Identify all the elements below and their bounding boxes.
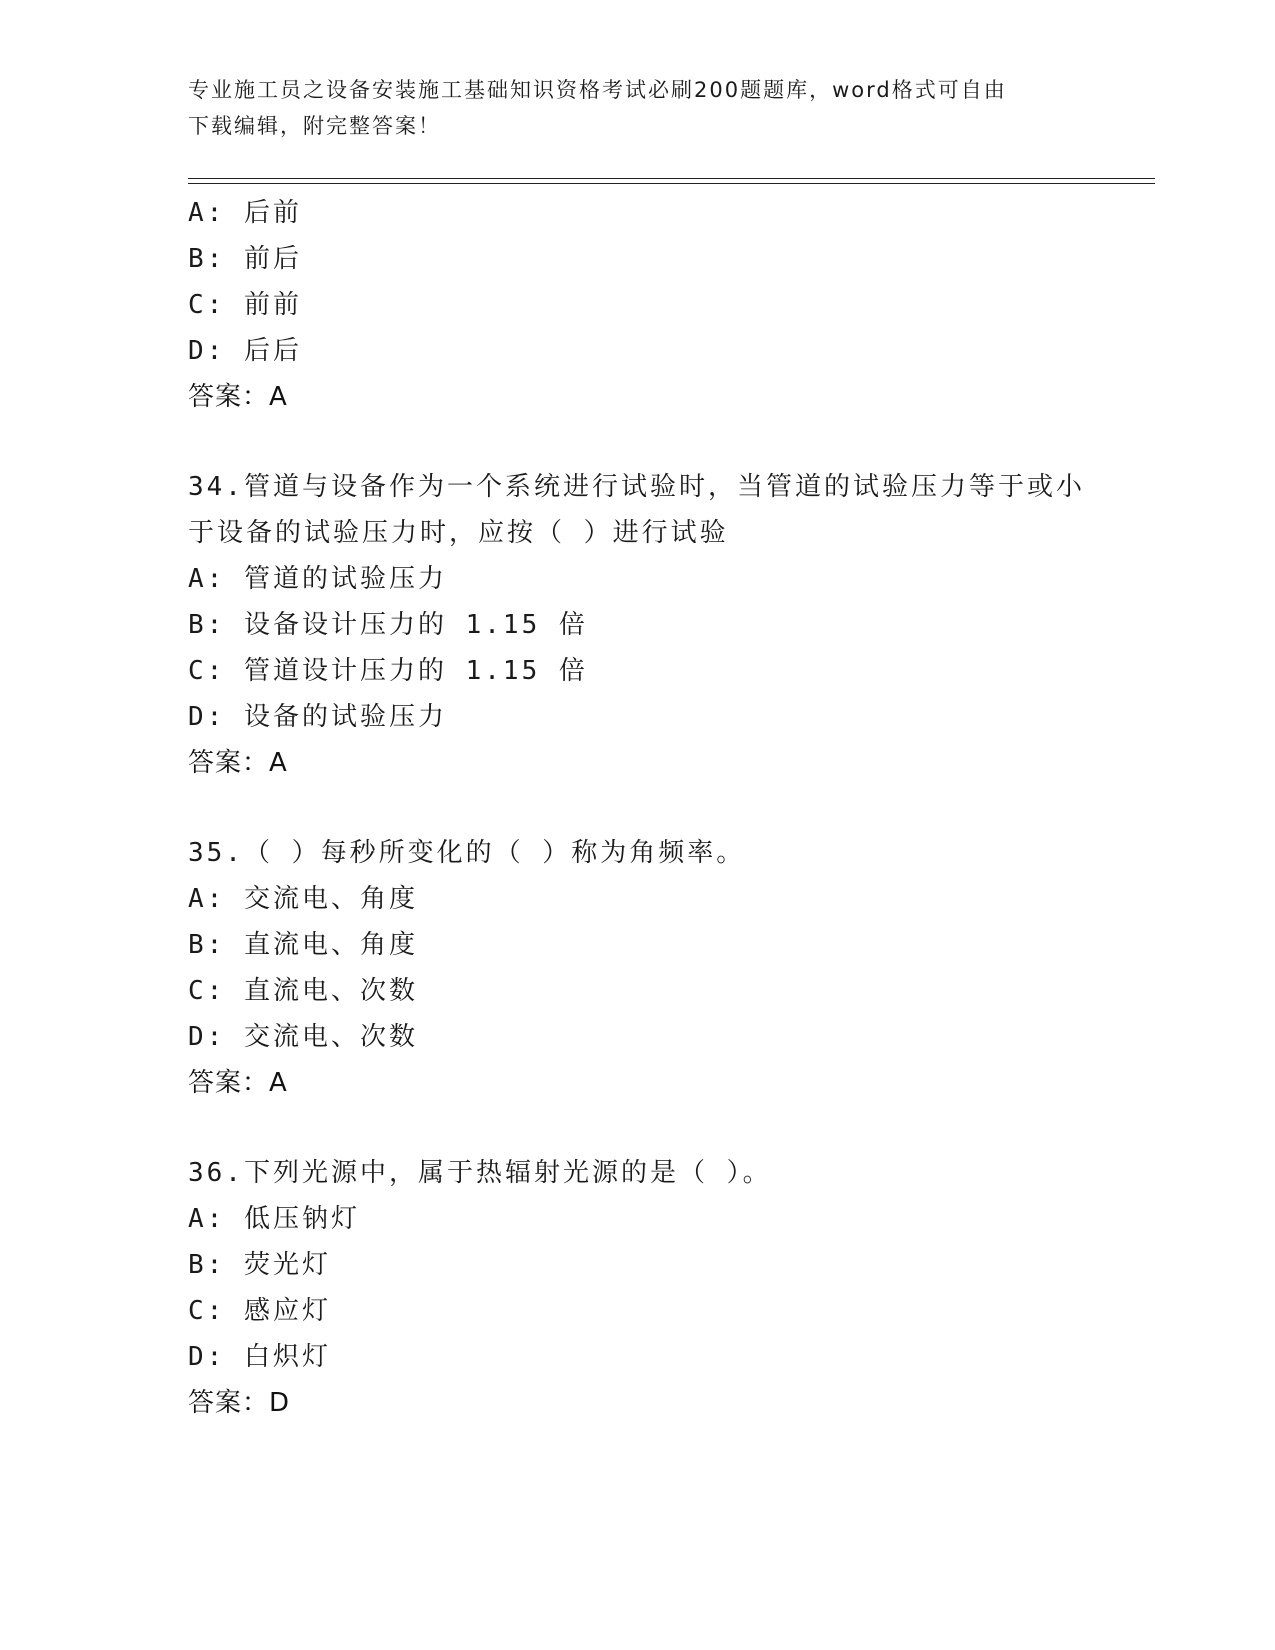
option-d: D: 交流电、次数 xyxy=(188,1022,418,1052)
question-list xyxy=(188,190,1148,1426)
question-stem-line-2: 于设备的试验压力时，应按（ ）进行试验 xyxy=(188,518,729,548)
spacer xyxy=(188,420,1148,464)
question-34 xyxy=(188,464,1148,786)
option-b: B: 直流电、角度 xyxy=(188,930,418,960)
question-33 xyxy=(188,190,1148,420)
header-title-line-2: 下载编辑，附完整答案！ xyxy=(188,114,441,138)
question-stem-line-1: 36.下列光源中，属于热辐射光源的是（ ）。 xyxy=(188,1158,772,1188)
document-header xyxy=(188,72,1078,144)
option-b: B: 荧光灯 xyxy=(188,1250,331,1280)
question-stem-line-1: 35.（ ）每秒所变化的（ ）称为角频率。 xyxy=(188,838,746,868)
answer-line: 答案：A xyxy=(188,382,288,412)
option-d: D: 设备的试验压力 xyxy=(188,702,447,732)
option-d: D: 白炽灯 xyxy=(188,1342,331,1372)
option-a: A: 低压钠灯 xyxy=(188,1204,360,1234)
spacer xyxy=(188,1106,1148,1150)
header-rule-bottom xyxy=(188,183,1155,184)
question-36 xyxy=(188,1150,1148,1426)
answer-line: 答案：A xyxy=(188,1068,288,1098)
option-a: A: 后前 xyxy=(188,198,302,228)
header-rule-top xyxy=(188,178,1155,179)
header-title-line-1: 专业施工员之设备安装施工基础知识资格考试必刷200题题库，word格式可自由 xyxy=(188,78,1007,102)
option-a: A: 管道的试验压力 xyxy=(188,564,447,594)
option-d: D: 后后 xyxy=(188,336,302,366)
option-c: C: 前前 xyxy=(188,290,302,320)
option-c: C: 直流电、次数 xyxy=(188,976,418,1006)
option-c: C: 感应灯 xyxy=(188,1296,331,1326)
question-stem-line-1: 34.管道与设备作为一个系统进行试验时，当管道的试验压力等于或小 xyxy=(188,472,1085,502)
answer-line: 答案：D xyxy=(188,1388,291,1418)
option-b: B: 设备设计压力的 1.15 倍 xyxy=(188,610,588,640)
option-a: A: 交流电、角度 xyxy=(188,884,418,914)
question-35 xyxy=(188,830,1148,1106)
option-c: C: 管道设计压力的 1.15 倍 xyxy=(188,656,588,686)
spacer xyxy=(188,786,1148,830)
option-b: B: 前后 xyxy=(188,244,302,274)
answer-line: 答案：A xyxy=(188,748,288,778)
